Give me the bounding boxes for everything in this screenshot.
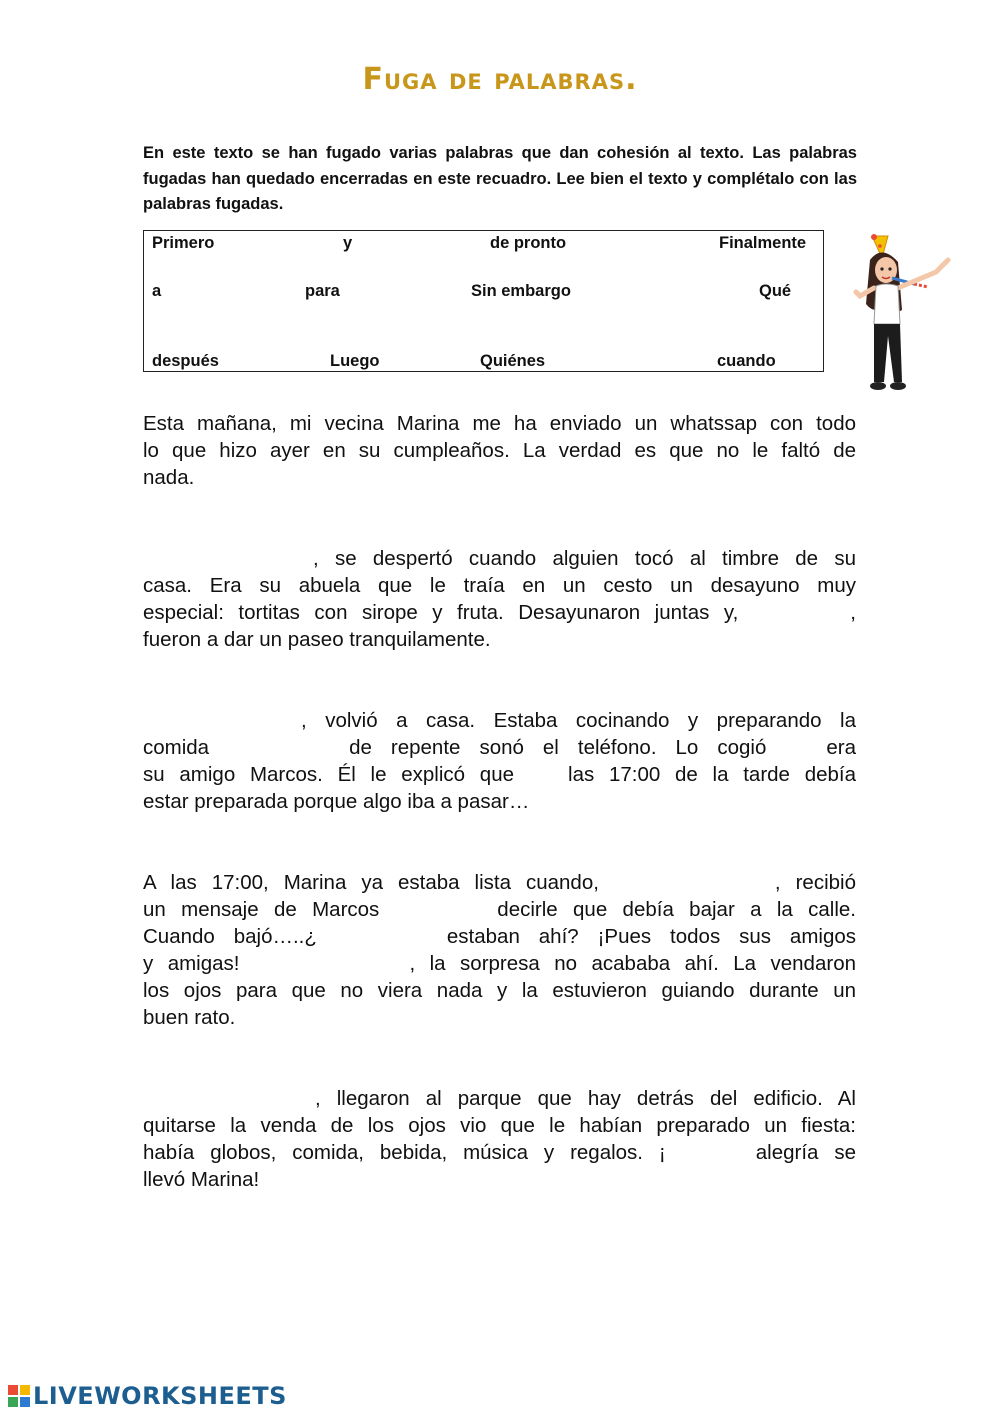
paragraph-2-line-2: casa. Era su abuela que le traía en un cesto un desayuno muy: [143, 574, 856, 597]
paragraph-1-line-1: Esta mañana, mi vecina Marina me ha enviado un whatssap con todo: [143, 412, 856, 435]
paragraph-1-line-2: lo que hizo ayer en su cumpleaños. La verdad es que no le faltó de: [143, 439, 856, 462]
word-cuando[interactable]: cuando: [717, 352, 776, 370]
paragraph-1: [143, 410, 856, 491]
paragraph-4-line-6: buen rato.: [143, 1006, 236, 1029]
page-title: Fuga de palabras.: [362, 62, 638, 97]
paragraph-2-line-1: , se despertó cuando alguien tocó al timbre de su: [313, 547, 856, 570]
word-a[interactable]: a: [152, 282, 162, 300]
paragraph-2: [143, 545, 856, 653]
liveworksheets-logo-icon: [8, 1385, 30, 1407]
paragraph-5-line-1: , llegaron al parque que hay detrás del edificio. Al: [315, 1087, 856, 1110]
party-girl-icon: [852, 232, 970, 394]
paragraph-5-line-3: había globos, comida, bebida, música y regalos. ¡ alegría se: [143, 1141, 856, 1164]
word-de-pronto[interactable]: de pronto: [490, 234, 567, 252]
paragraph-4-line-4: y amigas! , la sorpresa no acababa ahí. La vendaron: [143, 952, 856, 975]
paragraph-1-line-3: nada.: [143, 466, 195, 489]
paragraph-3-line-1: , volvió a casa. Estaba cocinando y preparando la: [301, 709, 856, 732]
brand-name: LIVEWORKSHEETS: [33, 1382, 287, 1410]
paragraph-3: [143, 707, 856, 815]
paragraph-4-line-1: A las 17:00, Marina ya estaba lista cuando, , recibió: [143, 871, 856, 894]
word-para[interactable]: para: [305, 282, 340, 300]
paragraph-3-line-2: comida de repente sonó el teléfono. Lo cogió era: [143, 736, 856, 759]
word-y[interactable]: y: [343, 234, 353, 252]
paragraph-5-line-2: quitarse la venda de los ojos vio que le habían preparado un fiesta:: [143, 1114, 856, 1137]
word-quienes[interactable]: Quiénes: [480, 352, 546, 370]
word-luego[interactable]: Luego: [330, 352, 380, 370]
paragraph-4-line-3: Cuando bajó…..¿ estaban ahí? ¡Pues todos sus amigos: [143, 925, 857, 948]
paragraph-4-line-5: los ojos para que no viera nada y la estuvieron guiando durante un: [143, 979, 856, 1002]
word-despues[interactable]: después: [152, 352, 219, 370]
word-box: [143, 230, 824, 372]
word-sin-embargo[interactable]: Sin embargo: [471, 282, 571, 300]
paragraph-4: [143, 869, 856, 1031]
word-finalmente[interactable]: Finalmente: [719, 234, 807, 252]
paragraph-3-line-4: estar preparada porque algo iba a pasar…: [143, 790, 530, 813]
instructions: En este texto se han fugado varias palabras que dan cohesión al texto. Las palabras fugadas han quedado encerradas en este recuadro. Lee bien el texto y complétalo con las palabras fugadas.: [143, 144, 857, 213]
footer-brand[interactable]: [8, 1382, 287, 1410]
paragraph-2-line-4: fueron a dar un paseo tranquilamente.: [143, 628, 491, 651]
word-que[interactable]: Qué: [759, 282, 792, 300]
paragraph-2-line-3: especial: tortitas con sirope y fruta. Desayunaron juntas y, ,: [143, 601, 856, 624]
paragraph-4-line-2: un mensaje de Marcos decirle que debía bajar a la calle.: [143, 898, 856, 921]
paragraph-5-line-4: llevó Marina!: [143, 1168, 260, 1191]
paragraph-3-line-3: su amigo Marcos. Él le explicó que las 17:00 de la tarde debía: [143, 763, 856, 786]
word-primero[interactable]: Primero: [152, 234, 215, 252]
paragraph-5: [143, 1085, 856, 1193]
